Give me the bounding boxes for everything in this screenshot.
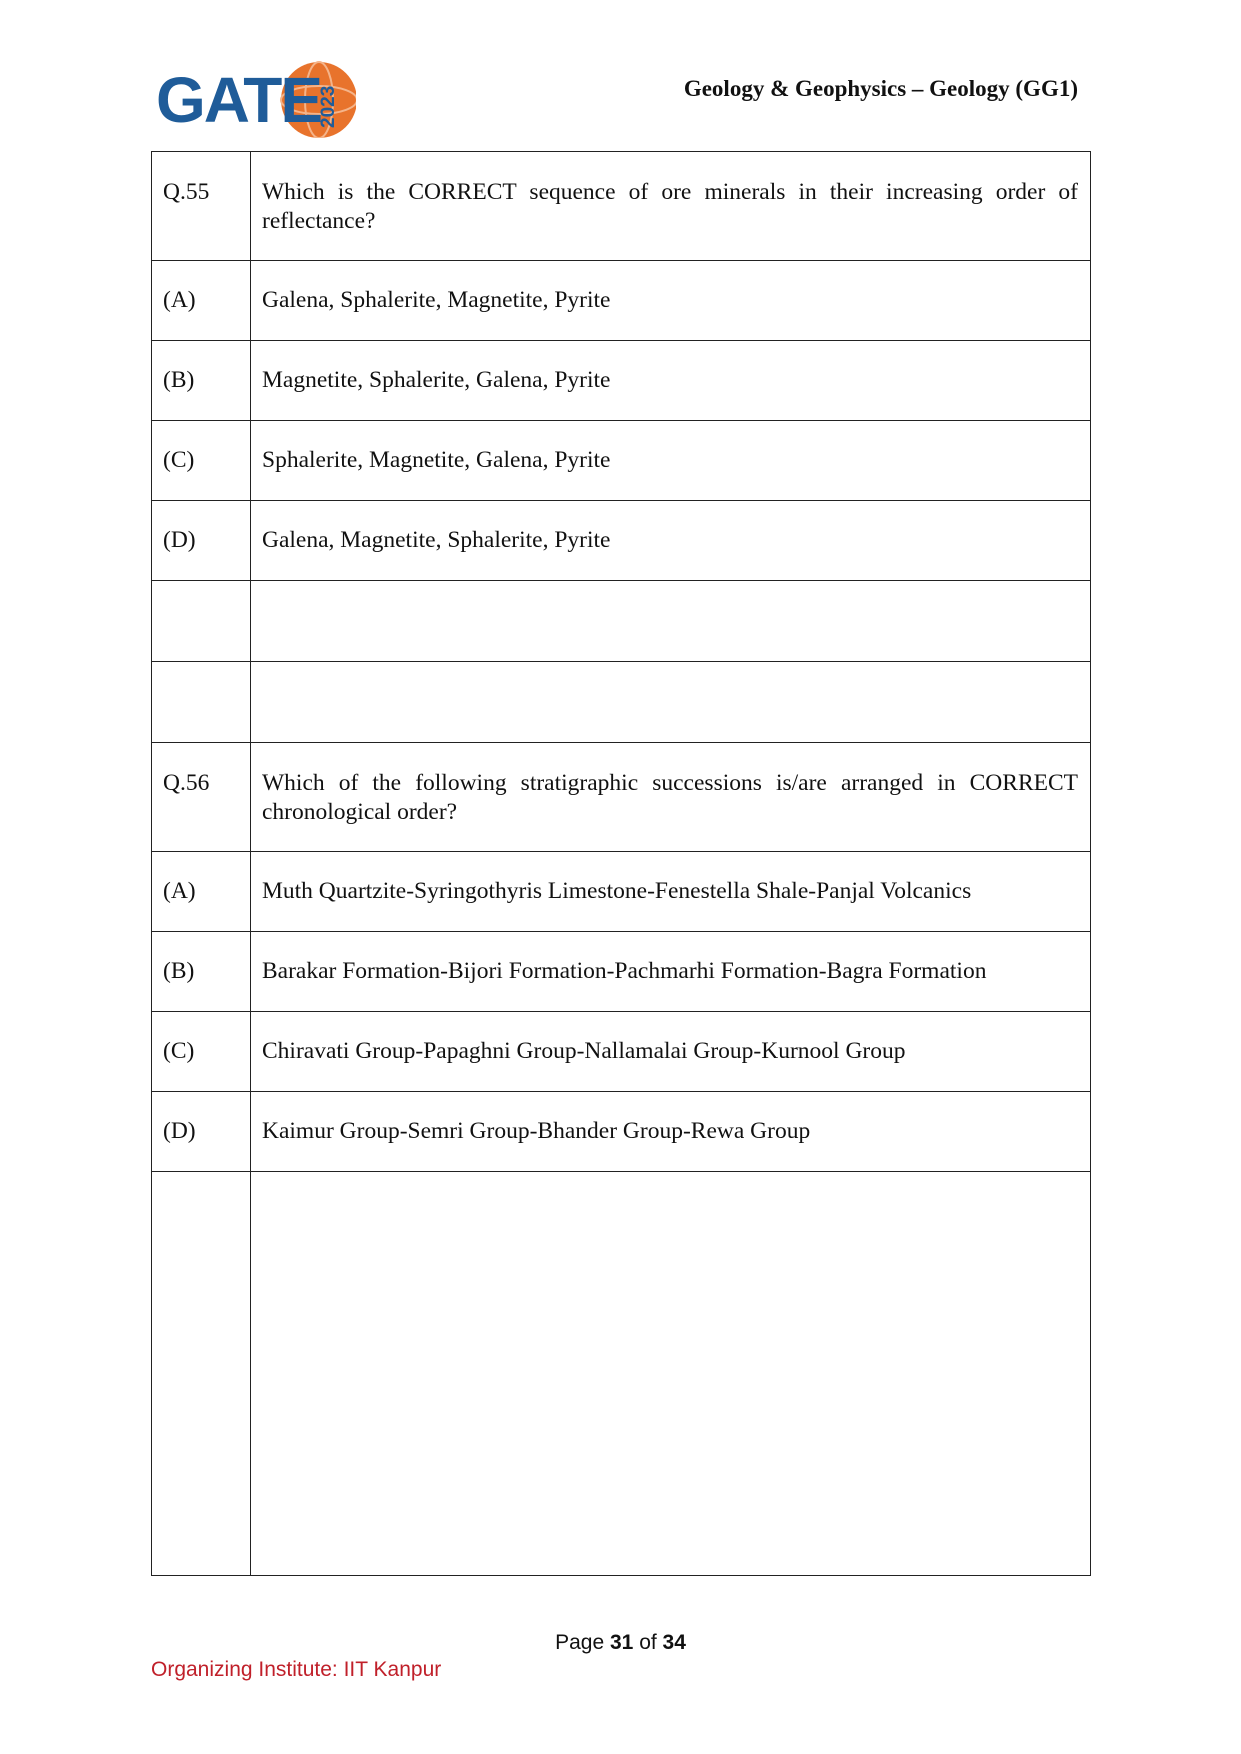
option-row: [152, 852, 1091, 932]
organizing-institute: Organizing Institute: IIT Kanpur: [151, 1658, 442, 1681]
option-row: [152, 421, 1091, 501]
question-row: [152, 743, 1091, 852]
option-text: Galena, Sphalerite, Magnetite, Pyrite: [251, 261, 1091, 341]
option-text: Barakar Formation-Bijori Formation-Pachmarhi Formation-Bagra Formation: [251, 932, 1091, 1012]
page-word: Page: [555, 1631, 605, 1654]
page-number: [0, 1631, 1241, 1655]
option-text: Chiravati Group-Papaghni Group-Nallamalai Group-Kurnool Group: [251, 1012, 1091, 1092]
question-text: Which of the following stratigraphic successions is/are arranged in CORRECT chronological order?: [251, 743, 1091, 852]
gate-2023-logo: [156, 58, 356, 138]
option-text: Kaimur Group-Semri Group-Bhander Group-Rewa Group: [251, 1092, 1091, 1172]
option-text: Galena, Magnetite, Sphalerite, Pyrite: [251, 501, 1091, 581]
question-number: Q.56: [152, 743, 251, 852]
question-table: [151, 151, 1091, 1576]
option-text: Muth Quartzite-Syringothyris Limestone-Fenestella Shale-Panjal Volcanics: [251, 852, 1091, 932]
option-row: [152, 932, 1091, 1012]
option-row: [152, 1092, 1091, 1172]
subject-title: Geology & Geophysics – Geology (GG1): [683, 76, 1078, 101]
question-row: [152, 152, 1091, 261]
logo-wordmark: GATE: [156, 64, 322, 136]
question-number: Q.55: [152, 152, 251, 261]
option-label: (D): [152, 1092, 251, 1172]
option-text: Sphalerite, Magnetite, Galena, Pyrite: [251, 421, 1091, 501]
option-row: [152, 341, 1091, 421]
option-text: Magnetite, Sphalerite, Galena, Pyrite: [251, 341, 1091, 421]
logo-year: 2023: [318, 85, 339, 128]
option-label: (A): [152, 852, 251, 932]
option-label: (C): [152, 421, 251, 501]
question-text: Which is the CORRECT sequence of ore minerals in their increasing order of reflectance?: [251, 152, 1091, 261]
page-of: of: [639, 1631, 657, 1654]
empty-row: [152, 662, 1091, 743]
option-label: (A): [152, 261, 251, 341]
page-current: 31: [609, 1631, 634, 1654]
empty-row: [152, 581, 1091, 662]
option-label: (D): [152, 501, 251, 581]
option-row: [152, 501, 1091, 581]
page-total: 34: [662, 1631, 686, 1654]
blank-answer-space: [152, 1172, 1091, 1576]
option-row: [152, 261, 1091, 341]
option-label: (B): [152, 932, 251, 1012]
option-row: [152, 1012, 1091, 1092]
option-label: (C): [152, 1012, 251, 1092]
option-label: (B): [152, 341, 251, 421]
